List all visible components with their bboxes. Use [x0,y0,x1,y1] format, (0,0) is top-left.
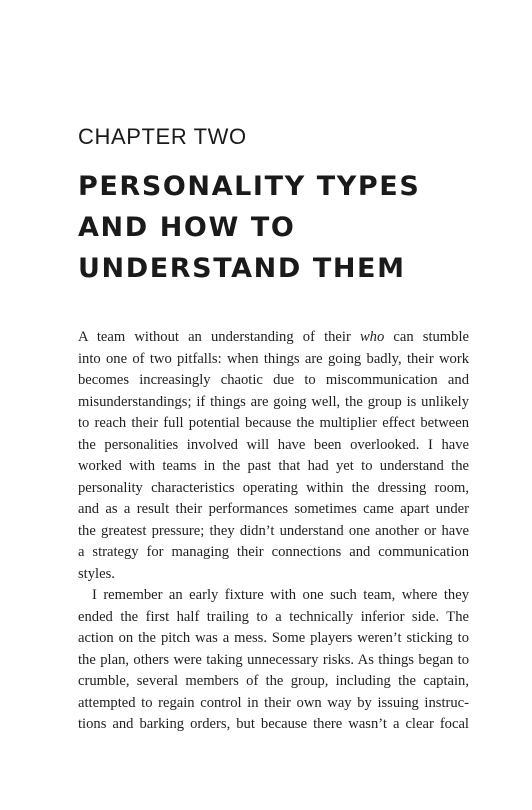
chapter-title [78,166,478,289]
body-text [78,327,469,736]
text-line [78,714,469,736]
text-segment: styles. [78,565,115,582]
text-segment: a strategy for managing their connections and communication [78,544,469,560]
text-line [78,349,469,371]
text-line [78,478,469,500]
text-segment: misunderstandings; if things are going well, the group is unlikely [78,393,469,410]
text-line [78,327,469,349]
text-line [78,456,469,478]
chapter-title-line: UNDERSTAND THEM [78,253,406,284]
chapter-title-line: PERSONALITY TYPES [78,171,421,202]
text-line [78,392,469,414]
text-line [78,413,469,435]
text-line [78,650,469,672]
text-segment: the plan, others were taking unnecessary risks. As things began to [78,651,469,668]
text-segment: to reach their full potential because the multiplier effect between [78,415,469,431]
text-segment: can stumble [384,329,469,345]
text-line [78,585,469,607]
text-line [78,628,469,650]
text-segment: the personalities involved will have been overlooked. I have [78,436,469,453]
text-line [78,671,469,693]
text-segment: personality characteristics operating within the dressing room, [78,479,469,496]
text-line [78,542,469,564]
text-line [78,370,469,392]
chapter-title-line: AND HOW TO [78,212,296,243]
text-segment: attempted to regain control in their own way by issuing instruc- [78,694,469,711]
text-segment: I remember an early fixture with one such team, where they [92,587,469,603]
paragraph [78,585,469,736]
text-segment: into one of two pitfalls: when things are going badly, their work [78,350,469,367]
text-line [78,499,469,521]
text-segment: A team without an understanding of their [78,329,360,345]
text-line [78,521,469,543]
text-line [78,564,469,586]
text-line [78,607,469,629]
text-segment: worked with teams in the past that had yet to understand the [78,458,469,474]
italic-text: who [359,329,385,345]
text-segment: action on the pitch was a mess. Some players weren’t sticking to [78,630,469,646]
text-segment: ended the first half trailing to a technically inferior side. The [78,608,469,625]
paragraph [78,327,469,585]
text-line [78,693,469,715]
text-segment: crumble, several members of the group, including the captain, [78,673,469,689]
chapter-label: CHAPTER TWO [78,124,247,149]
text-segment: the greatest pressure; they didn’t understand one another or have [78,522,469,539]
text-segment: becomes increasingly chaotic due to miscommunication and [78,372,469,388]
text-segment: and as a result their performances sometimes came apart under [78,501,469,517]
text-segment: tions and barking orders, but because there wasn’t a clear focal [78,716,469,732]
text-line [78,435,469,457]
